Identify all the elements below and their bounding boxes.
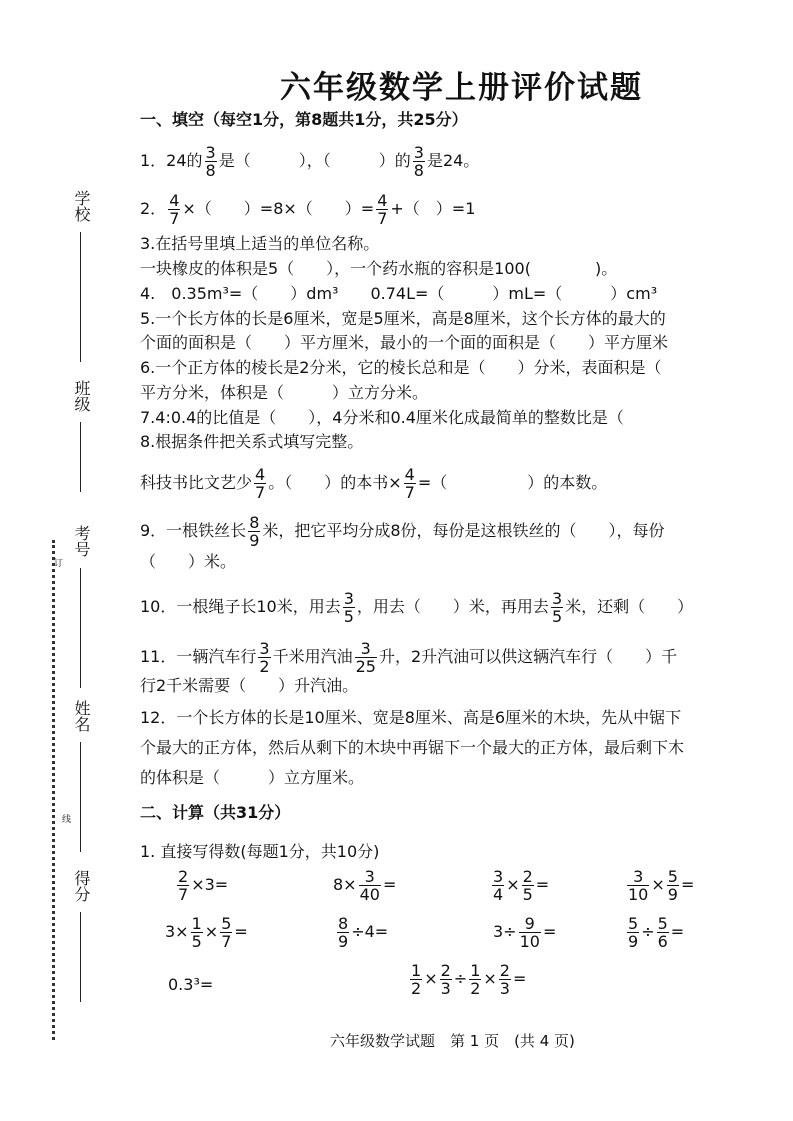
- question-8-line1: 8.根据条件把关系式填写完整。: [140, 432, 364, 451]
- fraction: $\frac{3}{8}$: [205, 143, 216, 180]
- exam-number-line: [80, 568, 81, 688]
- question-8-line2: 科技书比文艺少 $\frac{4}{7}$ 。（ ）的本书× $\frac{4}{7}$ =（ ）的本数。: [140, 465, 608, 502]
- fraction: $\frac{3}{2}$: [259, 639, 270, 676]
- question-1: 1．24的 $\frac{3}{8}$ 是（ ），（ ）的 $\frac{3}{8}$ 是24。: [140, 143, 480, 180]
- calc-item-4: $\frac{3}{10}$ × $\frac{5}{9}$ =: [628, 867, 695, 904]
- calc-item-7: 3÷ $\frac{9}{10}$ =: [493, 914, 557, 951]
- school-label: 学校: [72, 190, 91, 222]
- name-label: 姓名: [72, 700, 91, 732]
- question-2: 2． $\frac{4}{7}$ ×（ ）=8×（ ）= $\frac{4}{7}$ +（ ）=1: [140, 191, 476, 228]
- bind-mark: 订: [54, 559, 64, 569]
- calc-item-3: $\frac{3}{4}$ × $\frac{2}{5}$ =: [493, 867, 550, 904]
- class-line: [80, 422, 81, 492]
- calc-item-2: 8× $\frac{3}{40}$ =: [333, 867, 397, 904]
- question-11-line2: 行2千米需要（ ）升汽油。: [140, 676, 359, 695]
- calc-item-6: $\frac{8}{9}$ ÷4=: [338, 914, 389, 951]
- calc-item-8: $\frac{5}{9}$ ÷ $\frac{5}{6}$ =: [628, 914, 685, 951]
- question-4: 4. 0.35m³=（ ）dm³ 0.74L=（ ）mL=（ ）cm³: [140, 284, 658, 303]
- question-12-line1: 12．一个长方体的长是10厘米、宽是8厘米、高是6厘米的木块，先从中锯下: [140, 708, 682, 727]
- section2-subheading: 1. 直接写得数(每题1分，共10分): [140, 842, 380, 861]
- fraction: $\frac{4}{7}$: [255, 465, 266, 502]
- question-7: 7.4:0.4的比值是（ ），4分米和0.4厘米化成最简单的整数比是（: [140, 408, 624, 427]
- fraction: $\frac{8}{9}$: [249, 513, 260, 550]
- question-5-line2: 个面的面积是（ ）平方厘米，最小的一个面的面积是（ ）平方厘米: [140, 333, 669, 352]
- class-label: 班级: [72, 380, 91, 412]
- dotted-cut-line: [52, 540, 55, 1040]
- question-6-line2: 平方分米，体积是（ ）立方分米。: [140, 383, 429, 402]
- line-mark: 线: [62, 815, 72, 825]
- page-footer: 六年级数学试题 第 1 页 (共 4 页): [330, 1032, 575, 1050]
- calc-item-1: $\frac{2}{7}$ ×3=: [178, 867, 229, 904]
- question-3-line1: 3.在括号里填上适当的单位名称。: [140, 234, 380, 253]
- page-title: 六年级数学上册评价试题: [280, 70, 643, 106]
- question-9-line2: （ ）米。: [140, 552, 237, 571]
- question-12-line2: 个最大的正方体，然后从剩下的木块中再锯下一个最大的正方体，最后剩下木: [140, 738, 685, 757]
- fraction: $\frac{4}{7}$: [404, 465, 415, 502]
- exam-number-label: 考号: [72, 525, 91, 557]
- score-line: [80, 912, 81, 1002]
- question-11-line1: 11．一辆汽车行 $\frac{3}{2}$ 千米用汽油 $\frac{3}{25}$ 升，2升汽油可以供这辆汽车行（ ）千: [140, 639, 678, 676]
- section2-heading: 二、计算（共31分）: [140, 803, 291, 822]
- fraction: $\frac{3}{5}$: [343, 589, 354, 626]
- calc-item-5: 3× $\frac{1}{5}$ × $\frac{5}{7}$ =: [165, 914, 248, 951]
- question-12-line3: 的体积是（ ）立方厘米。: [140, 768, 365, 787]
- fraction: $\frac{3}{25}$: [355, 639, 376, 676]
- question-3-line2: 一块橡皮的体积是5（ ），一个药水瓶的容积是100( )。: [140, 259, 618, 278]
- section1-heading: 一、填空（每空1分，第8题共1分，共25分）: [140, 110, 468, 129]
- calc-item-10: $\frac{1}{2}$ × $\frac{2}{3}$ ÷ $\frac{1}{2}$ × $\frac{2}{3}$ =: [411, 961, 527, 998]
- fraction: $\frac{4}{7}$: [169, 191, 180, 228]
- score-label: 得分: [72, 870, 91, 902]
- calc-item-9: 0.3³=: [168, 975, 214, 994]
- fraction: $\frac{3}{8}$: [413, 143, 424, 180]
- school-line: [80, 232, 81, 362]
- fraction: $\frac{4}{7}$: [377, 191, 388, 228]
- binding-strip: [60, 180, 100, 1060]
- question-10: 10．一根绳子长10米，用去 $\frac{3}{5}$ ，用去（ ）米，再用去 $\frac{3}{5}$ 米，还剩（ ）: [140, 589, 694, 626]
- question-6-line1: 6.一个正方体的棱长是2分米，它的棱长总和是（ ）分米，表面积是（: [140, 358, 662, 377]
- question-5-line1: 5.一个长方体的长是6厘米，宽是5厘米，高是8厘米，这个长方体的最大的: [140, 309, 666, 328]
- fraction: $\frac{3}{5}$: [551, 589, 563, 626]
- question-9-line1: 9．一根铁丝长 $\frac{8}{9}$ 米，把它平均分成8份，每份是这根铁丝的（ ），每份: [140, 513, 665, 550]
- name-line: [80, 742, 81, 852]
